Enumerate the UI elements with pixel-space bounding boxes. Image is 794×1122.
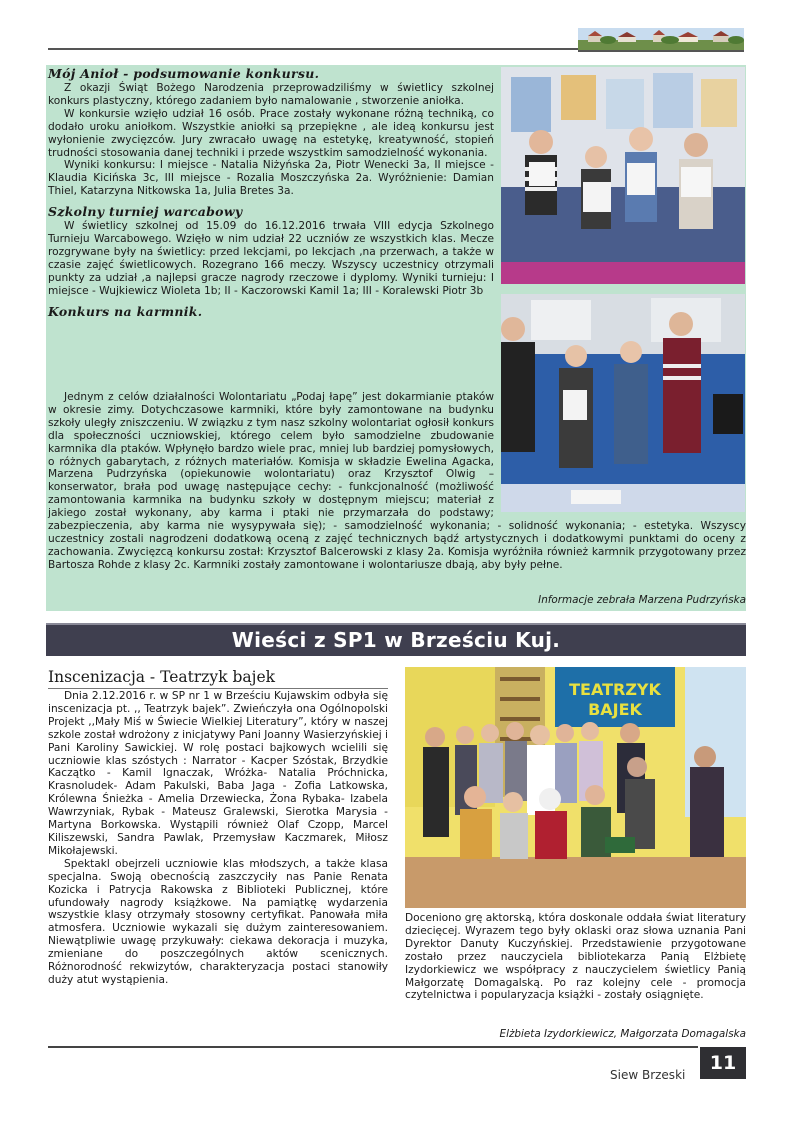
page-number: 11 [700,1047,746,1079]
paragraph: Doceniono grę aktorską, która doskonale oddała świat literatury dziecięcej. Wyrazem tego były oklaski oraz słowa uznania Pani Dyrektor Danuty Kuczyńskiej. Przedstawienie przygotowane zostało przez nauczyciela bibliotekarza Panią Elżbietę Izydorkiewicz we współpracy z nauczycielem świetlicy Panią Małgorzatę Domagalską. Po raz kolejny cele - promocja czytelnictwa i popularyzacja książki - zostały osiągnięte. [405,912,746,1002]
photo-theatre-group [405,667,746,908]
article-column-theatre-right [405,912,746,1002]
paragraph: Wyniki konkursu: I miejsce - Natalia Niżyńska 2a, Piotr Wenecki 3a, II miejsce - Klaudia Kicińska 3c, III miejsce - Rozalia Moszczyńska 2a. Wyróżnienie: Damian Thiel, Katarzyna Nitkowska 1a, Julia Bretes 3a. [48,159,494,198]
village-banner-image [578,28,744,50]
footer-rule [48,1046,698,1048]
title-underline [48,688,388,689]
photo-angel-winners [501,67,745,284]
top-rule-right [578,50,744,52]
paragraph: W świetlicy szkolnej od 15.09 do 16.12.2016 trwała VIII edycja Szkolnego Turnieju Warcabowego. Wzięło w nim udział 22 uczniów ze wszystkich klas. Mecze rozgrywane były na świetlicy: przed lekcjami, po lekcjach ,na przerwach, a także w czasie zajęć świetlicowych. Rozegrano 166 meczy. Wszyscy uczestnicy otrzymali punkty za udział ,a najlepsi gracze nagrody rzeczowe i dyplomy. Wyniki turnieju: I miejsce - Wujkiewicz Wioleta 1b; II - Kaczorowski Kamil 1a; III - Koralewski Piotr 3b [48,220,494,297]
credit-theatre: Elżbieta Izydorkiewicz, Małgorzata Domagalska [499,1028,746,1040]
top-rule [48,48,578,50]
float-spacer [494,391,746,512]
section-checkers-tournament [48,205,494,297]
publication-name: Siew Brzeski [610,1068,686,1082]
article-title-text: Inscenizacja - Teatrzyk bajek [48,668,276,686]
svg-text:BAJEK: BAJEK [588,700,642,719]
paragraph: Jednym z celów działalności Wolontariatu „Podaj łapę” jest dokarmianie ptaków w okresie zimy. Dotychczasowe karmniki, które były zamontowane na budynku szkoły uległy zniszczeniu. W związku z tym nasz szkolny wolontariat ogłosił konkurs dla społeczności uczniowskiej, którego celem było samodzielne zbudowanie karmnika dla ptaków. Wpłynęło bardzo wiele prac, mniej lub bardziej pomysłowych, o różnych gabarytach, z różnych materiałów. Komisja w składzie Ewelina Agacka, Marzena Pudrzyńska (opiekunowie wolontariatu) oraz Krzysztof Olwig – konserwator, brała pod uwagę następujące cechy: - funkcjonalność (możliwość zamontowania karmnika na budynku szkoły w dostępnym miejscu; materiał z jakiego został wykonany, aby karma i ptaki nie przymarzała do podstawy; zabezpieczenia, aby karma nie wysypywała się); - samodzielność wykonania; - solidność wykonania; - estetyka. Wszyscy uczestnicy zostali nagrodzeni dodatkową oceną z zajęć technicznych bądź artystycznych i dodatkowymi punktami do oceny z zachowania. Zwycięzcą konkursu został: Krzysztof Balcerowski z klasy 2a. Komisja wyróżniła również karmnik przygotowany przez Bartosza Rohde z klasy 2c. Karmniki zostały zamontowane i wolontariusze dbają, aby były pełne. [48,391,746,571]
paragraph: Spektakl obejrzeli uczniowie klas młodszych, a także klasa specjalna. Swoją obecnością zaszczyciły nas Panie Renata Kozicka i Patrycja Rakowska z Biblioteki Publicznej, które ufundowały nagrody książkowe. Na pamiątkę wydarzenia wszystkie klasy otrzymały stosowny certyfikat. Panowała miła atmosfera. Uczniowie wykazali się dużym zainteresowaniem. Niewątpliwie uwagę przykuwały: ciekawa dekoracja i muzyka, zmieniane do poszczególnych aktów scenicznych. Różnorodność rekwizytów, charakteryzacja postaci stanowiły duży atut wystąpienia. [48,857,388,986]
article-column-theatre [48,690,388,987]
article-title-theatre [48,668,388,686]
article-column-left [48,67,494,320]
section-title-feeder: Konkurs na karmnik. [48,303,203,319]
feeder-text-wrap [48,391,746,572]
theatre-sign-text: TEATRZYK [569,680,661,699]
paragraph: Dnia 2.12.2016 r. w SP nr 1 w Brześciu Kujawskim odbyła się inscenizacja pt. ,, Teatrzyk bajek”. Zwieńczyła ona Ogólnopolski Projekt ,,Mały Miś w Świecie Wielkiej Literatury”, który w naszej szkole został wdrożony z inicjatywy Pani Joanny Wasierzyńskiej i Pani Karoliny Sawickiej. W rolę postaci bajkowych wcielili się uczniowie klas szóstych : Narrator - Kacper Szóstak, Brzydkie Kaczątko - Kamil Ignaczak, Wróżka- Natalia Próchnicka, Krasnoludek- Adam Pakulski, Baba Jaga - Zofia Latkowska, Królewna Śnieżka - Amelia Drzewiecka, Żona Rybaka- Izabela Wawrzyniak, Rybak - Mateusz Gralewski, Sierotka Marysia - Martyna Borkowska. Wystąpili również Olaf Czopp, Marcel Kiliszewski, Sandra Pawlak, Przemysław Kaczmarek, Miłosz Mikołajewski. [48,690,388,857]
paragraph: Z okazji Świąt Bożego Narodzenia przeprowadziliśmy w świetlicy szkolnej konkurs plastyczny, którego zadaniem było namalowanie , stworzenie aniołka. [48,82,494,107]
credit-feeder: Informacje zebrała Marzena Pudrzyńska [538,594,746,606]
section-title-angel: Mój Anioł - podsumowanie konkursu. [48,66,320,81]
section-header-sp1: Wieści z SP1 w Brześciu Kuj. [46,623,746,656]
paragraph: W konkursie wzięło udział 16 osób. Prace zostały wykonane różną techniką, co dodało uroku aniołkom. Wszystkie aniołki są przepiękne , ale ideą konkursu jest wyłonienie zwycięzców. Jury zwracało uwagę na estetykę, kreatywność, stopień trudności stosowania danej techniki i przede wszystkim samodzielność wykonania. [48,107,494,159]
section-title-checkers: Szkolny turniej warcabowy [48,204,243,220]
section-angel-contest [48,67,494,198]
